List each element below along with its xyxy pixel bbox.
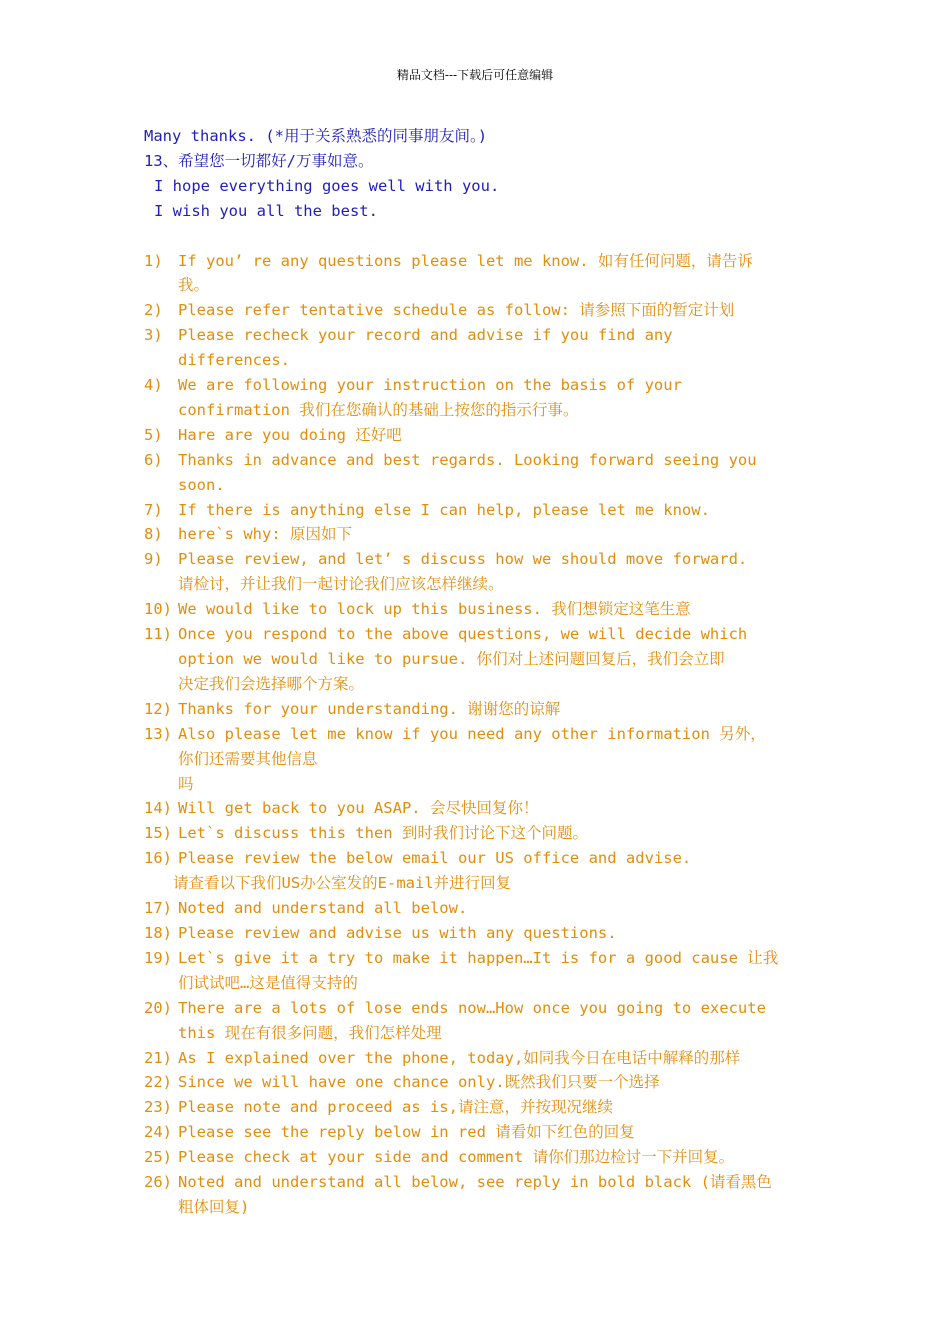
item-line: Thanks in advance and best regards. Looking forward seeing you bbox=[178, 450, 757, 469]
list-item bbox=[144, 522, 824, 547]
item-line: If you’ re any questions please let me know. 如有任何问题，请告诉 bbox=[178, 251, 753, 270]
item-number: 16) bbox=[144, 849, 172, 868]
item-text bbox=[178, 1170, 824, 1220]
item-line: 粗体回复) bbox=[178, 1197, 250, 1216]
list-item bbox=[144, 547, 824, 597]
item-number: 9) bbox=[144, 550, 163, 569]
item-line: here`s why: 原因如下 bbox=[178, 525, 352, 544]
item-text bbox=[178, 373, 824, 423]
item-number: 15) bbox=[144, 824, 172, 843]
item-line: 请检讨，并让我们一起讨论我们应该怎样继续。 bbox=[178, 575, 504, 594]
item-line: 请查看以下我们US办公室发的E-mail并进行回复 bbox=[173, 874, 512, 893]
list-item bbox=[144, 996, 824, 1046]
item-text bbox=[178, 946, 824, 996]
item-number: 11) bbox=[144, 625, 172, 644]
list-item bbox=[144, 796, 824, 821]
item-number: 3) bbox=[144, 326, 163, 345]
item-line: 你们还需要其他信息 bbox=[178, 749, 318, 768]
item-number: 18) bbox=[144, 923, 172, 942]
item-text bbox=[178, 622, 824, 697]
blue-line: Many thanks. (*用于关系熟悉的同事朋友间。) bbox=[144, 127, 488, 145]
item-text bbox=[178, 298, 824, 323]
item-number: 17) bbox=[144, 899, 172, 918]
item-line: Noted and understand all below. bbox=[178, 899, 468, 918]
item-line: Please note and proceed as is,请注意，并按现况继续 bbox=[178, 1098, 613, 1117]
item-number: 10) bbox=[144, 600, 172, 619]
list-item bbox=[144, 373, 824, 423]
item-line: 吗 bbox=[178, 774, 194, 793]
item-text bbox=[178, 1120, 824, 1145]
item-number: 26) bbox=[144, 1173, 172, 1192]
blue-line: I wish you all the best. bbox=[154, 201, 378, 220]
list-item bbox=[144, 597, 824, 622]
list-item bbox=[144, 1145, 824, 1170]
list-item bbox=[144, 921, 824, 946]
item-line: We would like to lock up this business. 我们想锁定这笔生意 bbox=[178, 600, 691, 619]
list-item bbox=[144, 498, 824, 523]
item-line: 们试试吧…这是值得支持的 bbox=[178, 973, 358, 992]
item-number: 13) bbox=[144, 724, 172, 743]
blue-line: I hope everything goes well with you. bbox=[154, 176, 500, 195]
item-number: 14) bbox=[144, 799, 172, 818]
item-number: 21) bbox=[144, 1048, 172, 1067]
item-line: Since we will have one chance only.既然我们只要一个选择 bbox=[178, 1073, 660, 1092]
item-text bbox=[178, 896, 824, 921]
item-line: Noted and understand all below, see reply in bold black (请看黑色 bbox=[178, 1173, 772, 1192]
item-text bbox=[178, 448, 824, 498]
item-text bbox=[178, 796, 824, 821]
item-line: Please refer tentative schedule as follow: 请参照下面的暂定计划 bbox=[178, 301, 735, 320]
item-number: 4) bbox=[144, 376, 163, 395]
list-item bbox=[144, 249, 824, 299]
item-text bbox=[178, 547, 824, 597]
item-number: 7) bbox=[144, 500, 163, 519]
list-item bbox=[144, 298, 824, 323]
item-line: Once you respond to the above questions, we will decide which bbox=[178, 625, 748, 644]
item-line: There are a lots of lose ends now…How once you going to execute bbox=[178, 998, 766, 1017]
list-item bbox=[144, 722, 824, 797]
item-line: Thanks for your understanding. 谢谢您的谅解 bbox=[178, 699, 561, 718]
item-line: 决定我们会选择哪个方案。 bbox=[178, 674, 365, 693]
list-item bbox=[144, 1120, 824, 1145]
document-body bbox=[144, 124, 824, 1220]
phrase-list bbox=[144, 249, 824, 1220]
item-number: 5) bbox=[144, 425, 163, 444]
item-text bbox=[178, 722, 824, 797]
item-text bbox=[178, 423, 824, 448]
list-item bbox=[144, 423, 824, 448]
item-line: this 现在有很多问题，我们怎样处理 bbox=[178, 1023, 442, 1042]
item-line: Please review the below email our US office and advise. bbox=[178, 849, 692, 868]
list-item bbox=[144, 323, 824, 373]
item-text bbox=[178, 996, 824, 1046]
list-item bbox=[144, 1046, 824, 1071]
item-line: Please see the reply below in red 请看如下红色的回复 bbox=[178, 1123, 635, 1142]
page-header: 精品文档---下载后可任意编辑 bbox=[396, 68, 554, 82]
item-line: confirmation 我们在您确认的基础上按您的指示行事。 bbox=[178, 400, 579, 419]
item-text bbox=[173, 871, 824, 896]
item-text bbox=[178, 597, 824, 622]
item-line: If there is anything else I can help, please let me know. bbox=[178, 500, 710, 519]
list-item bbox=[144, 896, 824, 921]
item-line: Let`s give it a try to make it happen…It is for a good cause 让我 bbox=[178, 948, 779, 967]
item-number: 2) bbox=[144, 301, 163, 320]
item-line: Will get back to you ASAP. 会尽快回复你！ bbox=[178, 799, 539, 818]
item-number: 22) bbox=[144, 1073, 172, 1092]
item-text bbox=[178, 921, 824, 946]
item-number: 12) bbox=[144, 699, 172, 718]
item-line: differences. bbox=[178, 351, 290, 370]
list-item bbox=[144, 821, 824, 846]
item-line: Let`s discuss this then 到时我们讨论下这个问题。 bbox=[178, 824, 588, 843]
item-line: Please recheck your record and advise if you find any bbox=[178, 326, 673, 345]
item-number: 6) bbox=[144, 450, 163, 469]
item-number: 19) bbox=[144, 948, 172, 967]
list-item bbox=[144, 697, 824, 722]
list-item bbox=[144, 946, 824, 996]
item-text bbox=[178, 249, 824, 299]
item-line: Please review, and let’ s discuss how we should move forward. bbox=[178, 550, 748, 569]
item-text bbox=[178, 1095, 824, 1120]
item-text bbox=[178, 1070, 824, 1095]
item-text bbox=[178, 323, 824, 373]
list-item bbox=[144, 846, 824, 871]
item-line: Please review and advise us with any questions. bbox=[178, 923, 617, 942]
list-item bbox=[144, 1170, 824, 1220]
item-line: As I explained over the phone, today,如同我今日在电话中解释的那样 bbox=[178, 1048, 741, 1067]
item-number: 24) bbox=[144, 1123, 172, 1142]
item-text bbox=[178, 846, 824, 871]
item-line: We are following your instruction on the basis of your bbox=[178, 376, 682, 395]
item-line: Also please let me know if you need any other information 另外， bbox=[178, 724, 766, 743]
list-item bbox=[144, 448, 824, 498]
item-number: 20) bbox=[144, 998, 172, 1017]
item-number: 23) bbox=[144, 1098, 172, 1117]
item-number: 25) bbox=[144, 1148, 172, 1167]
item-line: Please check at your side and comment 请你们那边检讨一下并回复。 bbox=[178, 1148, 735, 1167]
item-line: 我。 bbox=[178, 276, 210, 295]
item-number: 1) bbox=[144, 251, 163, 270]
item-text bbox=[178, 821, 824, 846]
list-item bbox=[144, 622, 824, 697]
item-text bbox=[178, 1046, 824, 1071]
blue-line: 13、希望您一切都好/万事如意。 bbox=[144, 151, 374, 170]
item-text bbox=[178, 522, 824, 547]
item-text bbox=[178, 498, 824, 523]
item-line: Hare are you doing 还好吧 bbox=[178, 425, 402, 444]
item-number: 8) bbox=[144, 525, 163, 544]
item-line: soon. bbox=[178, 475, 225, 494]
item-line: option we would like to pursue. 你们对上述问题回复后，我们会立即 bbox=[178, 650, 725, 669]
list-item bbox=[144, 1070, 824, 1095]
list-item bbox=[144, 1095, 824, 1120]
item-text bbox=[178, 697, 824, 722]
item-text bbox=[178, 1145, 824, 1170]
spacer bbox=[144, 224, 824, 249]
list-item bbox=[144, 871, 824, 896]
